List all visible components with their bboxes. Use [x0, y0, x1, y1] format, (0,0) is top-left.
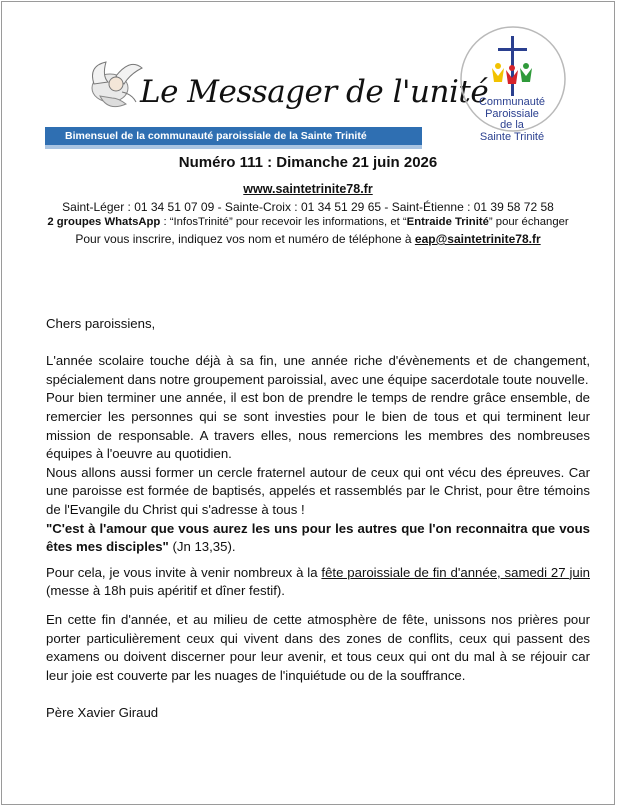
bible-quote: "C'est à l'amour que vous aurez les uns pour les autres que l'on reconnaitra que vous êtes mes disciples" [46, 520, 590, 555]
subscribe-line [2, 232, 614, 246]
website-link[interactable]: www.saintetrinite78.fr [243, 182, 373, 196]
letter-body [46, 315, 590, 722]
salutation: Chers paroissiens, [46, 316, 156, 331]
invite-text: Pour cela, je vous invite à venir nombreux à la [46, 564, 322, 580]
whatsapp-groups-line [2, 216, 614, 228]
paragraph: Nous allons aussi former un cercle fraternel autour de ceux qui ont vécu des épreuves. Car une paroisse est formée de baptisés, appelés et rassemblés par le Christ, pour être témoins de l'Evangile du Christ qui s'adresse à tous ! [46, 464, 590, 517]
logo-line: Communauté [478, 96, 546, 108]
whatsapp-text: : “InfosTrinité” pour recevoir les informations, et “ [160, 216, 407, 228]
paragraph: En cette fin d'année, et au milieu de cette atmosphère de fête, unissons nos prières pour porter particulièrement ceux qui vivent dans des zones de conflits, ceux qui passent des examens ou doivent discerner pour leur avenir, et tous ceux qui ont du mal à se réjouir car leur joie est couverte par les nuages de l'inquiétude ou de la souffrance. [46, 611, 590, 683]
email-link[interactable]: eap@saintetrinite78.fr [414, 232, 541, 246]
whatsapp-group-name: Entraide Trinité [406, 216, 489, 228]
whatsapp-text: ” pour échanger [488, 216, 569, 228]
masthead-subtitle-band: Bimensuel de la communauté paroissiale de la Sainte Trinité [45, 127, 422, 145]
issue-title: Numéro 111 : Dimanche 21 juin 2026 [178, 154, 438, 171]
logo-line: Paroissiale [485, 107, 539, 120]
paragraph: Pour bien terminer une année, il est bon de prendre le temps de rendre grâce ensemble, de remercier les personnes qui se sont investies pour le bien de tous et qui terminent leur mission de responsable. A travers elles, nous remercions les membres des nombreuses équipes à l'oeuvre au quotidien. [46, 390, 590, 462]
paragraph: L'année scolaire touche déjà à sa fin, une année riche d'évènements et de changement, spécialement dans notre groupement paroissial, avec une équipe sacerdotale toute nouvelle. [46, 353, 590, 387]
logo-line: de la [500, 119, 524, 131]
subscribe-text: Pour vous inscrire, indiquez vos nom et numéro de téléphone à [75, 232, 415, 246]
whatsapp-label: 2 groupes WhatsApp [47, 216, 161, 228]
masthead-title: Le Messager de l'unité [140, 74, 489, 110]
signature: Père Xavier Giraud [46, 704, 159, 720]
masthead-band-accent [45, 145, 422, 149]
bible-quote-paragraph [46, 520, 590, 557]
parish-party-highlight: fête paroissiale de fin d'année, samedi 27 juin [321, 564, 590, 580]
invite-text: (messe à 18h puis apéritif et dîner festif). [46, 583, 285, 599]
paragraph [46, 564, 590, 601]
logo-text [462, 97, 562, 143]
logo-line: Sainte Trinité [479, 130, 545, 143]
parish-phone-numbers: Saint-Léger : 01 34 51 07 09 - Sainte-Croix : 01 34 51 29 65 - Saint-Étienne : 01 39 58 72 58 [62, 200, 554, 214]
angel-illustration [86, 54, 146, 120]
quote-reference: (Jn 13,35). [168, 539, 236, 555]
newsletter-page [1, 1, 615, 805]
